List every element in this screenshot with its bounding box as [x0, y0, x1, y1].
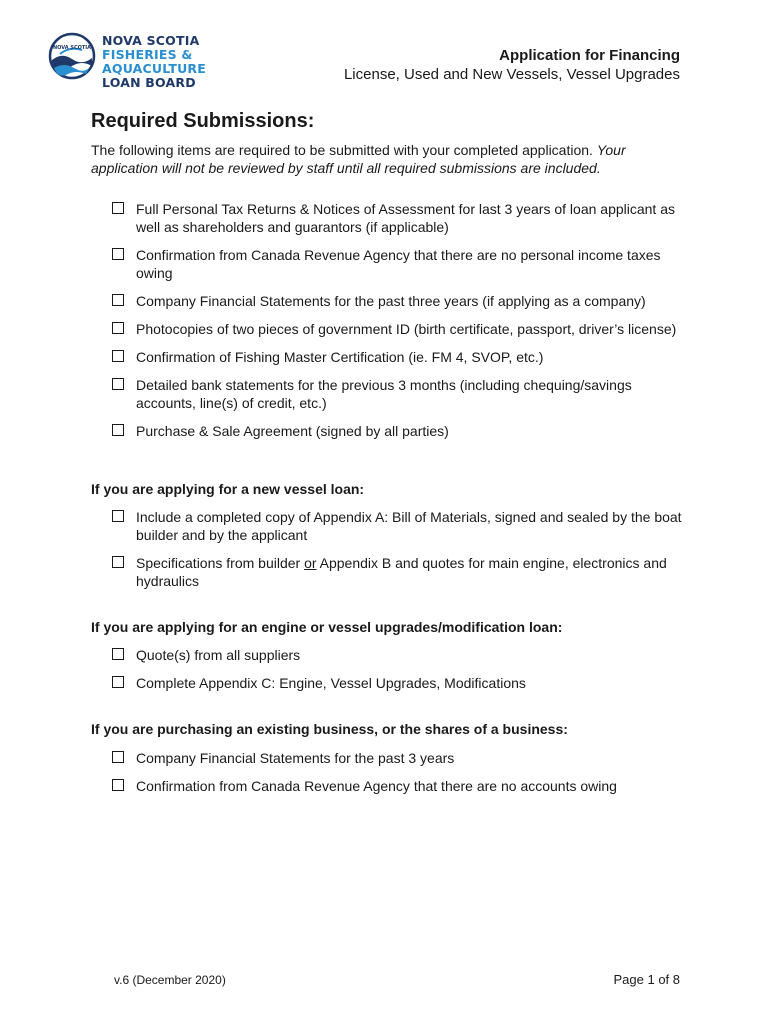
checkbox[interactable]: [112, 322, 124, 334]
logo: [48, 32, 248, 90]
page-number: Page 1 of 8: [613, 972, 680, 987]
existing-business-heading: If you are purchasing an existing business, or the shares of a business:: [91, 721, 568, 737]
item-label: Company Financial Statements for the past 3 years: [136, 750, 455, 766]
svg-text:NOVA SCOTIA: NOVA SCOTIA: [52, 45, 92, 51]
upgrades-list: [112, 646, 682, 702]
document-title: Application for Financing: [499, 47, 680, 64]
item-label: Purchase & Sale Agreement (signed by all parties): [136, 423, 449, 439]
version-label: v.6 (December 2020): [114, 973, 226, 987]
intro-italic-text: Your application will not be reviewed by staff until all required submissions are included.: [91, 142, 626, 176]
checklist-item: [112, 508, 682, 544]
checkbox[interactable]: [112, 294, 124, 306]
checkbox[interactable]: [112, 350, 124, 362]
section-title: Required Submissions:: [91, 110, 315, 132]
checklist-item: [112, 246, 682, 282]
or-emphasis: or: [304, 555, 317, 571]
intro-paragraph: [91, 142, 651, 177]
item-label: Detailed bank statements for the previous 3 months (including chequing/savings accounts, line(s) of credit, etc.): [136, 377, 632, 411]
checkbox[interactable]: [112, 779, 124, 791]
document-header: [344, 46, 680, 84]
item-label: Complete Appendix C: Engine, Vessel Upgrades, Modifications: [136, 675, 526, 691]
checklist-item: [112, 646, 682, 664]
item-label: Confirmation from Canada Revenue Agency that there are no personal income taxes owing: [136, 247, 661, 281]
new-vessel-list: [112, 508, 682, 600]
checkbox[interactable]: [112, 510, 124, 522]
checklist-item: [112, 376, 682, 412]
existing-business-list: [112, 749, 682, 805]
item-label: Photocopies of two pieces of government ID (birth certificate, passport, driver’s license): [136, 321, 677, 337]
checkbox[interactable]: [112, 751, 124, 763]
item-label: Confirmation from Canada Revenue Agency that there are no accounts owing: [136, 778, 617, 794]
logo-line-3: LOAN BOARD: [102, 75, 196, 90]
checkbox[interactable]: [112, 648, 124, 660]
checklist-item: [112, 348, 682, 366]
fish-wave-emblem-icon: [48, 32, 96, 80]
checklist-item: [112, 749, 682, 767]
item-label: Full Personal Tax Returns & Notices of Assessment for last 3 years of loan applicant as well as shareholders and guarantors (if applicable): [136, 201, 675, 235]
checklist-item: [112, 554, 682, 590]
document-subtitle: License, Used and New Vessels, Vessel Upgrades: [343, 66, 680, 83]
checklist-item: [112, 200, 682, 236]
required-items-list: [112, 200, 682, 450]
checkbox[interactable]: [112, 202, 124, 214]
item-label: Quote(s) from all suppliers: [136, 647, 301, 663]
intro-text: The following items are required to be submitted with your completed application.: [91, 142, 597, 158]
item-label: Include a completed copy of Appendix A: Bill of Materials, signed and sealed by the boat builder and by the applicant: [136, 509, 682, 543]
item-label: Confirmation of Fishing Master Certification (ie. FM 4, SVOP, etc.): [136, 349, 544, 365]
upgrades-heading: If you are applying for an engine or vessel upgrades/modification loan:: [91, 619, 563, 635]
checkbox[interactable]: [112, 424, 124, 436]
logo-wordmark: [102, 34, 248, 90]
item-label: Specifications from builder or Appendix B and quotes for main engine, electronics and hydraulics: [136, 555, 667, 589]
checkbox[interactable]: [112, 248, 124, 260]
new-vessel-heading: If you are applying for a new vessel loan:: [91, 481, 365, 497]
checkbox[interactable]: [112, 378, 124, 390]
item-label: Company Financial Statements for the past three years (if applying as a company): [136, 293, 646, 309]
checklist-item: [112, 320, 682, 338]
checklist-item: [112, 422, 682, 440]
checkbox[interactable]: [112, 676, 124, 688]
checkbox[interactable]: [112, 556, 124, 568]
logo-line-1: NOVA SCOTIA: [102, 33, 200, 48]
checklist-item: [112, 292, 682, 310]
checklist-item: [112, 777, 682, 795]
logo-line-2: FISHERIES & AQUACULTURE: [102, 47, 207, 76]
checklist-item: [112, 674, 682, 692]
